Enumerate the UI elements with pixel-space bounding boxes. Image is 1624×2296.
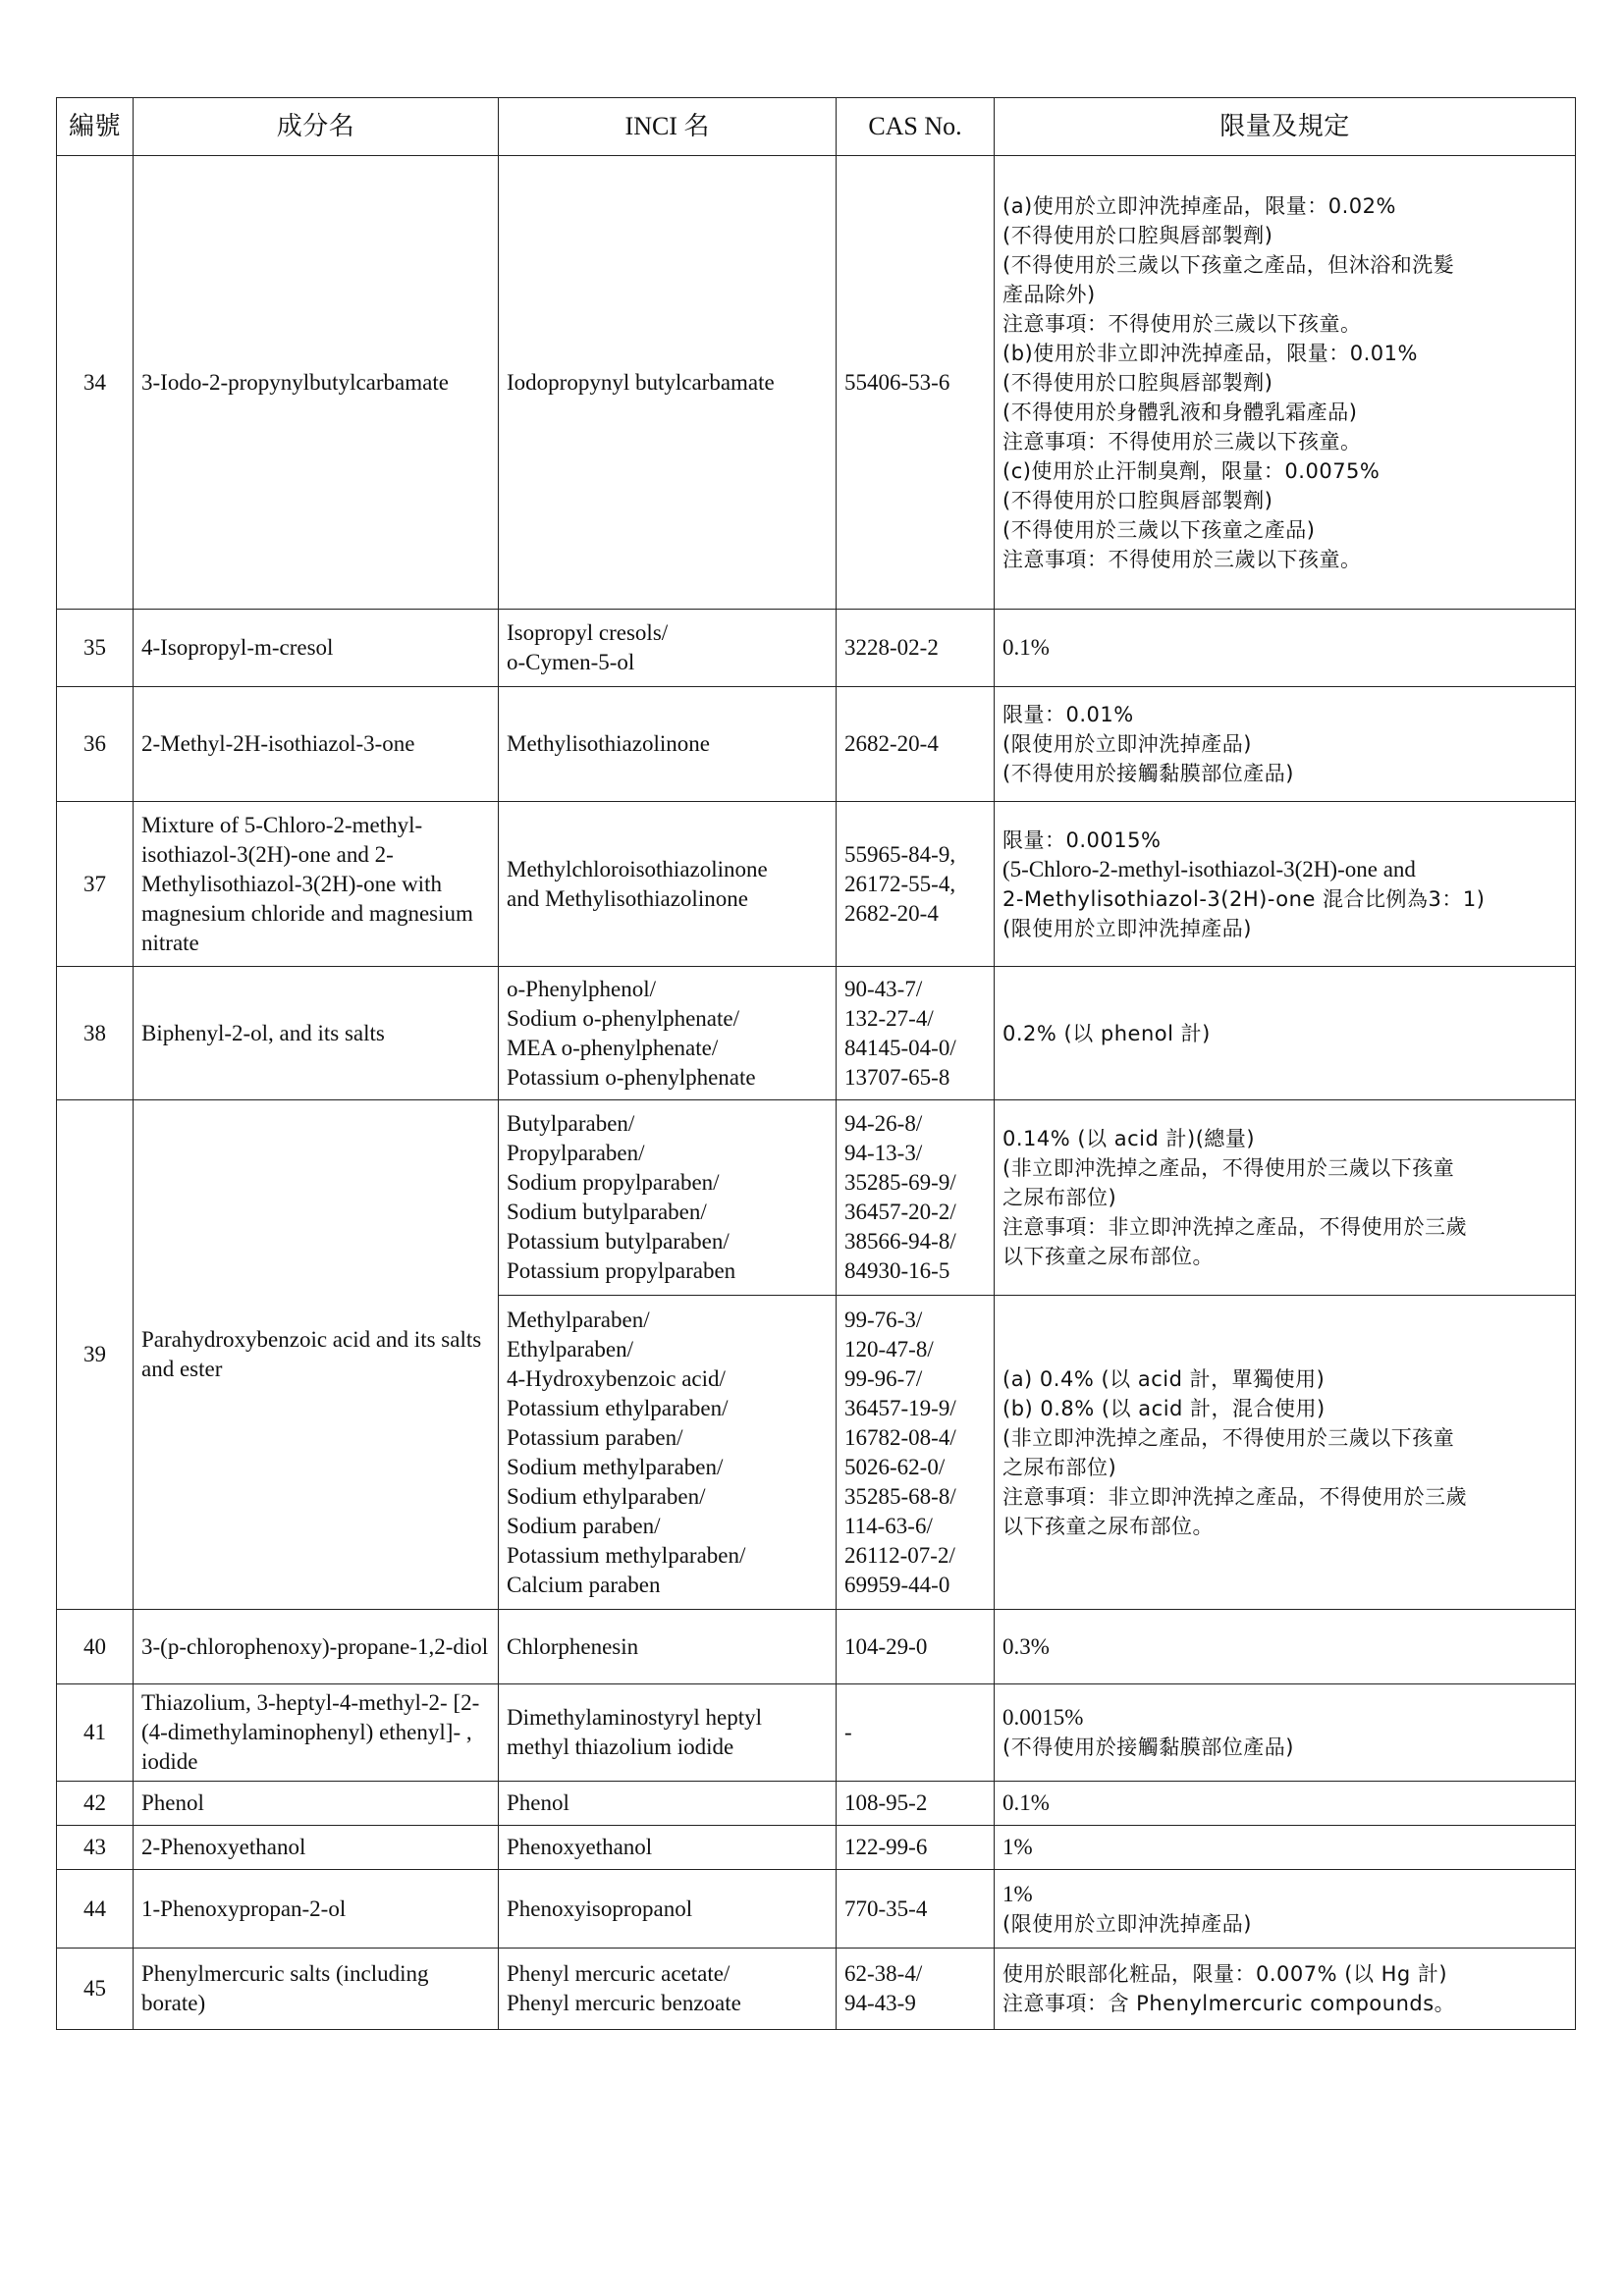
- table-row: [57, 1782, 1576, 1826]
- row-number-text: 44: [83, 1896, 106, 1921]
- limits-regulations-line: 限量：0.01%: [1002, 703, 1134, 726]
- inci-name-line: Sodium butylparaben/: [507, 1200, 707, 1224]
- cas-number-line: 69959-44-0: [844, 1572, 950, 1597]
- limits-regulations-line: (b) 0.8% (以 acid 計，混合使用): [1002, 1396, 1326, 1420]
- cas-number-line: 2682-20-4: [844, 731, 939, 756]
- cas-number-line: 94-43-9: [844, 1991, 916, 2015]
- limits-regulations: [995, 610, 1576, 687]
- inci-name-line: Methylchloroisothiazolinone: [507, 856, 768, 881]
- inci-name: [499, 1100, 837, 1296]
- ingredient-name-text: Biphenyl-2-ol, and its salts: [141, 1020, 385, 1045]
- ingredient-name-text: 4-Isopropyl-m-cresol: [141, 635, 334, 660]
- inci-name-line: Sodium paraben/: [507, 1513, 661, 1538]
- ingredient-name: [134, 1100, 499, 1610]
- limits-regulations-line: 2-Methylisothiazol-3(2H)-one 混合比例為3：1): [1002, 886, 1486, 911]
- limits-regulations-line: (a) 0.4% (以 acid 計，單獨使用): [1002, 1366, 1326, 1391]
- header-limits-regulations: 限量及規定: [995, 98, 1576, 156]
- ingredient-name: [134, 156, 499, 610]
- limits-regulations-line: 0.1%: [1002, 1790, 1050, 1815]
- limits-regulations: [995, 1782, 1576, 1826]
- limits-regulations-line: (不得使用於接觸黏膜部位產品): [1002, 762, 1294, 785]
- table-row: [57, 1684, 1576, 1782]
- table-row: [57, 967, 1576, 1100]
- ingredient-name: [134, 967, 499, 1100]
- cas-number: [837, 687, 995, 802]
- limits-regulations-line: (非立即沖洗掉之產品，不得使用於三歲以下孩童: [1002, 1156, 1455, 1180]
- inci-name: [499, 1870, 837, 1949]
- header-ingredient-name: 成分名: [134, 98, 499, 156]
- limits-regulations-line: 限量：0.0015%: [1002, 828, 1162, 852]
- cas-number-line: 132-27-4/: [844, 1005, 934, 1031]
- cas-number: [837, 802, 995, 967]
- row-number: [57, 687, 134, 802]
- inci-name-line: Phenyl mercuric acetate/: [507, 1961, 731, 1986]
- limits-regulations-line: (限使用於立即沖洗掉產品): [1002, 732, 1252, 756]
- row-number: [57, 802, 134, 967]
- row-number: [57, 610, 134, 687]
- row-number-text: 43: [83, 1835, 106, 1859]
- cas-number-line: 36457-20-2/: [844, 1200, 956, 1224]
- cas-number-line: 108-95-2: [844, 1790, 928, 1815]
- cas-number-line: 35285-69-9/: [844, 1170, 956, 1195]
- inci-name: [499, 687, 837, 802]
- cas-number-line: 62-38-4/: [844, 1961, 923, 1986]
- cas-number: [837, 1826, 995, 1870]
- ingredient-name-text: 2-Methyl-2H-isothiazol-3-one: [141, 731, 415, 756]
- row-number-text: 39: [83, 1342, 106, 1366]
- ingredient-name-text: 2-Phenoxyethanol: [141, 1835, 306, 1859]
- row-number: [57, 1782, 134, 1826]
- limits-regulations-line: 注意事項：不得使用於三歲以下孩童。: [1002, 429, 1362, 454]
- inci-name: [499, 1684, 837, 1782]
- cas-number-line: 90-43-7/: [844, 976, 923, 1001]
- cas-number-line: 13707-65-8: [844, 1064, 950, 1090]
- inci-name-line: Phenoxyethanol: [507, 1835, 653, 1859]
- table-row: [57, 1100, 1576, 1296]
- inci-name-line: Potassium o-phenylphenate: [507, 1064, 756, 1090]
- row-number-text: 38: [83, 1020, 106, 1045]
- limits-regulations: [995, 156, 1576, 610]
- limits-regulations-line: 注意事項：不得使用於三歲以下孩童。: [1002, 311, 1362, 336]
- ingredient-name-text: 3-(p-chlorophenoxy)-propane-1,2-diol: [141, 1633, 489, 1659]
- inci-name-line: Chlorphenesin: [507, 1633, 639, 1659]
- limits-regulations-line: 0.3%: [1002, 1633, 1050, 1659]
- ingredient-name: [134, 802, 499, 967]
- limits-regulations: [995, 1100, 1576, 1296]
- limits-regulations: [995, 1296, 1576, 1610]
- cas-number-line: 38566-94-8/: [844, 1229, 956, 1254]
- inci-name-line: Sodium propylparaben/: [507, 1170, 720, 1195]
- cas-number: [837, 156, 995, 610]
- inci-name-line: Potassium propylparaben: [507, 1258, 736, 1283]
- limits-regulations-line: (c)使用於止汗制臭劑，限量：0.0075%: [1002, 458, 1380, 483]
- limits-regulations: [995, 687, 1576, 802]
- limits-regulations: [995, 1610, 1576, 1684]
- row-number-text: 35: [83, 635, 106, 660]
- limits-regulations-line: (5-Chloro-2-methyl-isothiazol-3(2H)-one and: [1002, 856, 1416, 881]
- row-number: [57, 967, 134, 1100]
- row-number-text: 45: [83, 1976, 106, 2001]
- header-inci-name: INCI 名: [499, 98, 837, 156]
- limits-regulations-line: (b)使用於非立即沖洗掉產品，限量：0.01%: [1002, 341, 1418, 365]
- inci-name-line: and Methylisothiazolinone: [507, 885, 748, 911]
- cas-number-line: 94-13-3/: [844, 1141, 923, 1165]
- cas-number-line: 114-63-6/: [844, 1513, 933, 1538]
- row-number: [57, 156, 134, 610]
- cas-number: [837, 967, 995, 1100]
- ingredient-name: [134, 1684, 499, 1782]
- inci-name-line: Isopropyl cresols/: [507, 620, 669, 645]
- limits-regulations-line: 注意事項：非立即沖洗掉之產品，不得使用於三歲: [1002, 1484, 1467, 1509]
- regulation-table: [56, 97, 1576, 2030]
- limits-regulations-line: (不得使用於口腔與唇部製劑): [1002, 488, 1273, 512]
- cas-number-line: 55406-53-6: [844, 369, 950, 395]
- row-number: [57, 1870, 134, 1949]
- table-row: [57, 802, 1576, 967]
- limits-regulations-line: 1%: [1002, 1881, 1033, 1906]
- row-number: [57, 1100, 134, 1610]
- cas-number: [837, 1610, 995, 1684]
- ingredient-name-text: 3-Iodo-2-propynylbutylcarbamate: [141, 369, 449, 395]
- cas-number-line: 99-96-7/: [844, 1365, 923, 1391]
- limits-regulations-line: 注意事項：含 Phenylmercuric compounds。: [1002, 1992, 1456, 2015]
- limits-regulations-line: 使用於眼部化粧品，限量：0.007% (以 Hg 計): [1002, 1962, 1448, 1986]
- inci-name: [499, 967, 837, 1100]
- limits-regulations-line: 以下孩童之尿布部位。: [1002, 1514, 1214, 1538]
- inci-name: [499, 1949, 837, 2030]
- limits-regulations: [995, 967, 1576, 1100]
- table-row: [57, 687, 1576, 802]
- limits-regulations-line: 之尿布部位): [1002, 1455, 1117, 1479]
- limits-regulations-line: 注意事項：非立即沖洗掉之產品，不得使用於三歲: [1002, 1215, 1467, 1239]
- limits-regulations-line: (不得使用於接觸黏膜部位產品): [1002, 1735, 1294, 1759]
- table-row: [57, 1949, 1576, 2030]
- inci-name-line: Potassium butylparaben/: [507, 1229, 730, 1254]
- row-number-text: 40: [83, 1633, 106, 1659]
- cas-number-line: 770-35-4: [844, 1896, 928, 1921]
- table-row: [57, 1870, 1576, 1949]
- table-row: [57, 1610, 1576, 1684]
- inci-name-line: Dimethylaminostyryl heptyl: [507, 1705, 762, 1730]
- row-number: [57, 1826, 134, 1870]
- inci-name-line: Potassium ethylparaben/: [507, 1395, 729, 1420]
- inci-name: [499, 802, 837, 967]
- limits-regulations-line: (不得使用於三歲以下孩童之產品): [1002, 517, 1316, 542]
- inci-name-line: Methylparaben/: [507, 1307, 650, 1332]
- limits-regulations-line: (a)使用於立即沖洗掉產品，限量：0.02%: [1002, 193, 1396, 218]
- limits-regulations-line: 0.1%: [1002, 635, 1050, 660]
- cas-number: [837, 1684, 995, 1782]
- row-number: [57, 1949, 134, 2030]
- limits-regulations-line: 之尿布部位): [1002, 1186, 1117, 1209]
- inci-name-line: Phenyl mercuric benzoate: [507, 1991, 741, 2015]
- ingredient-name-text: Phenylmercuric salts (including borate): [141, 1961, 429, 2015]
- ingredient-name: [134, 1826, 499, 1870]
- inci-name-line: Potassium paraben/: [507, 1424, 683, 1450]
- cas-number-line: 84930-16-5: [844, 1258, 950, 1283]
- ingredient-name: [134, 610, 499, 687]
- inci-name: [499, 610, 837, 687]
- ingredient-name-text: Parahydroxybenzoic acid and its salts and ester: [141, 1327, 482, 1381]
- cas-number-line: 35285-68-8/: [844, 1483, 956, 1509]
- inci-name-line: Propylparaben/: [507, 1141, 645, 1165]
- ingredient-name: [134, 1949, 499, 2030]
- limits-regulations-line: 產品除外): [1002, 282, 1096, 306]
- inci-name-line: Ethylparaben/: [507, 1336, 634, 1362]
- row-number-text: 41: [83, 1720, 106, 1744]
- cas-number-line: 26112-07-2/: [844, 1542, 955, 1568]
- cas-number: [837, 1782, 995, 1826]
- limits-regulations-line: (限使用於立即沖洗掉產品): [1002, 1911, 1252, 1936]
- limits-regulations-line: (不得使用於三歲以下孩童之產品，但沐浴和洗髮: [1002, 252, 1455, 277]
- ingredient-name: [134, 1782, 499, 1826]
- row-number-text: 34: [83, 369, 106, 395]
- limits-regulations: [995, 802, 1576, 967]
- inci-name: [499, 1296, 837, 1610]
- cas-number-line: 3228-02-2: [844, 635, 939, 660]
- table-row: [57, 156, 1576, 610]
- cas-number-line: 2682-20-4: [844, 900, 939, 926]
- cas-number-line: 26172-55-4,: [844, 871, 956, 896]
- inci-name-line: Potassium methylparaben/: [507, 1542, 746, 1568]
- inci-name: [499, 1826, 837, 1870]
- ingredient-name-text: Phenol: [141, 1790, 204, 1815]
- header-cas-number: CAS No.: [837, 98, 995, 156]
- ingredient-name: [134, 1870, 499, 1949]
- limits-regulations-line: (不得使用於口腔與唇部製劑): [1002, 370, 1273, 395]
- limits-regulations-line: (限使用於立即沖洗掉產品): [1002, 916, 1252, 940]
- cas-number: [837, 1296, 995, 1610]
- inci-name-line: Butylparaben/: [507, 1111, 635, 1136]
- cas-number: [837, 1870, 995, 1949]
- limits-regulations: [995, 1949, 1576, 2030]
- cas-number-line: 84145-04-0/: [844, 1035, 956, 1060]
- limits-regulations-line: (不得使用於口腔與唇部製劑): [1002, 223, 1273, 247]
- ingredient-name: [134, 1610, 499, 1684]
- inci-name-line: Sodium methylparaben/: [507, 1454, 724, 1479]
- limits-regulations: [995, 1870, 1576, 1949]
- inci-name-line: MEA o-phenylphenate/: [507, 1035, 719, 1060]
- limits-regulations-line: 0.2% (以 phenol 計): [1002, 1021, 1211, 1045]
- ingredient-name: [134, 687, 499, 802]
- limits-regulations-line: (非立即沖洗掉之產品，不得使用於三歲以下孩童: [1002, 1425, 1455, 1450]
- header-number: 編號: [57, 98, 134, 156]
- row-number: [57, 1684, 134, 1782]
- inci-name-line: Phenoxyisopropanol: [507, 1896, 693, 1921]
- limits-regulations-line: 0.14% (以 acid 計)(總量): [1002, 1127, 1256, 1150]
- cas-number-line: 94-26-8/: [844, 1111, 923, 1136]
- row-number-text: 37: [83, 871, 106, 896]
- cas-number-line: 99-76-3/: [844, 1307, 923, 1332]
- ingredient-name-text: Thiazolium, 3-heptyl-4-methyl-2- [2- (4-dimethylaminophenyl) ethenyl]- , iodide: [141, 1690, 480, 1774]
- inci-name-line: o-Cymen-5-ol: [507, 650, 635, 674]
- inci-name-line: Methylisothiazolinone: [507, 731, 710, 756]
- cas-number-line: 122-99-6: [844, 1835, 928, 1859]
- inci-name: [499, 1782, 837, 1826]
- limits-regulations: [995, 1826, 1576, 1870]
- inci-name: [499, 1610, 837, 1684]
- table-row: [57, 1826, 1576, 1870]
- cas-number: [837, 1100, 995, 1296]
- cas-number: [837, 1949, 995, 2030]
- inci-name-line: 4-Hydroxybenzoic acid/: [507, 1365, 726, 1391]
- cas-number-line: 5026-62-0/: [844, 1454, 946, 1479]
- row-number-text: 36: [83, 731, 106, 756]
- inci-name-line: methyl thiazolium iodide: [507, 1735, 734, 1759]
- table-header-row: [57, 98, 1576, 156]
- limits-regulations-line: 0.0015%: [1002, 1705, 1084, 1730]
- inci-name-line: Sodium o-phenylphenate/: [507, 1005, 739, 1031]
- table-row: [57, 610, 1576, 687]
- row-number-text: 42: [83, 1790, 106, 1815]
- ingredient-name-text: Mixture of 5-Chloro-2-methyl-isothiazol-3(2H)-one and 2-Methylisothiazol-3(2H)-one with magnesium chloride and magnesium nitrate: [141, 812, 473, 955]
- ingredient-name-text: 1-Phenoxypropan-2-ol: [141, 1896, 347, 1921]
- inci-name-line: Phenol: [507, 1790, 569, 1815]
- inci-name-line: Iodopropynyl butylcarbamate: [507, 369, 775, 395]
- cas-number-line: 16782-08-4/: [844, 1424, 956, 1450]
- limits-regulations-line: 以下孩童之尿布部位。: [1002, 1245, 1214, 1268]
- limits-regulations-line: 1%: [1002, 1835, 1033, 1859]
- cas-number-line: 120-47-8/: [844, 1336, 934, 1362]
- limits-regulations: [995, 1684, 1576, 1782]
- limits-regulations-line: 注意事項：不得使用於三歲以下孩童。: [1002, 547, 1362, 571]
- inci-name-line: Calcium paraben: [507, 1572, 661, 1597]
- inci-name: [499, 156, 837, 610]
- row-number: [57, 1610, 134, 1684]
- cas-number-line: 55965-84-9,: [844, 841, 956, 867]
- limits-regulations-line: (不得使用於身體乳液和身體乳霜產品): [1002, 400, 1358, 424]
- inci-name-line: Sodium ethylparaben/: [507, 1483, 706, 1509]
- cas-number: [837, 610, 995, 687]
- inci-name-line: o-Phenylphenol/: [507, 976, 657, 1001]
- cas-number-line: 36457-19-9/: [844, 1395, 956, 1420]
- cas-number-line: -: [844, 1720, 852, 1744]
- cas-number-line: 104-29-0: [844, 1633, 928, 1659]
